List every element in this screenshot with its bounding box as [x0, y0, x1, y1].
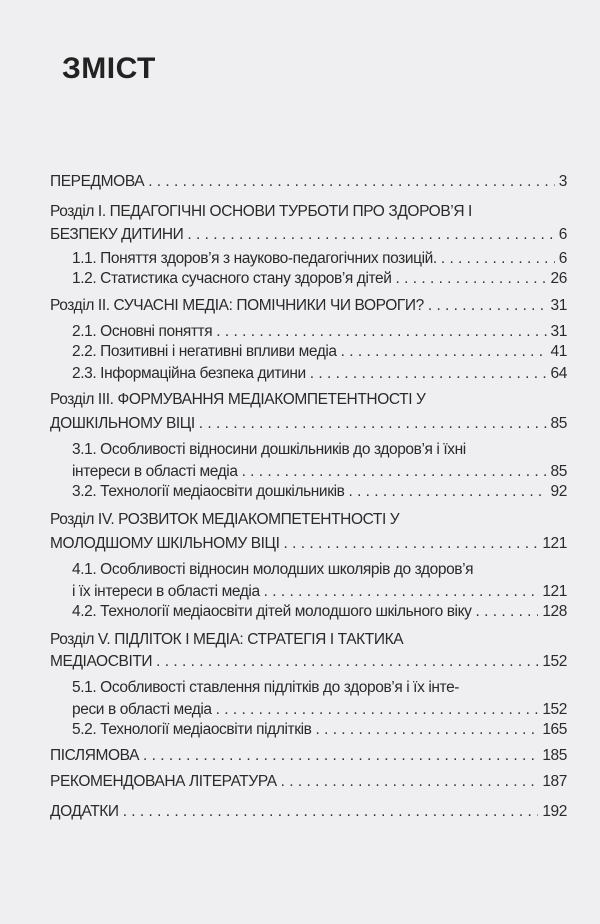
page-number: 187 — [542, 773, 567, 790]
toc-section-entry — [72, 322, 567, 342]
page-number: 121 — [542, 583, 567, 600]
dot-leader — [143, 746, 538, 766]
toc-section-entry — [72, 364, 567, 384]
toc-entry-title: БЕЗПЕКУ ДИТИНИ — [50, 226, 184, 243]
page-number: 3 — [558, 173, 567, 190]
toc-entry-text: Розділ І. ПЕДАГОГІЧНІ ОСНОВИ ТУРБОТИ ПРО ЗДОРОВ’Я І — [50, 203, 472, 220]
toc-chapter-entry — [50, 296, 567, 316]
toc-chapter-entry — [50, 172, 567, 192]
toc-entry-title: МЕДІАОСВІТИ — [50, 653, 153, 670]
toc-entry-title: 2.1. Основні поняття — [72, 323, 213, 340]
toc-chapter-entry — [50, 746, 567, 766]
page-number: 41 — [550, 343, 567, 360]
toc-section-entry — [72, 602, 567, 622]
toc-entry-text: Розділ IV. РОЗВИТОК МЕДІАКОМПЕТЕНТНОСТІ У — [50, 511, 400, 528]
dot-leader — [187, 225, 554, 245]
page-number: 64 — [550, 365, 567, 382]
toc-entry-title: ПІСЛЯМОВА — [50, 747, 140, 764]
page-title: ЗМІСТ — [62, 52, 156, 85]
page-number: 6 — [558, 226, 567, 243]
toc-chapter-entry — [50, 652, 567, 672]
toc-chapter-entry — [50, 414, 567, 434]
toc-entry-text: Розділ V. ПІДЛІТОК І МЕДІА: СТРАТЕГІЯ І ТАКТИКА — [50, 631, 404, 648]
page-number: 192 — [542, 803, 567, 820]
toc-entry-title: 4.2. Технології медіаосвіти дітей молодшого шкільного віку — [72, 603, 472, 620]
toc-section-entry — [72, 462, 567, 482]
page-number: 26 — [550, 270, 567, 287]
dot-leader — [348, 482, 546, 502]
toc-section-entry — [72, 269, 567, 289]
dot-leader — [148, 172, 555, 192]
toc-section-entry — [72, 482, 567, 502]
toc-chapter-entry — [50, 772, 567, 792]
page-number: 152 — [542, 653, 567, 670]
toc-section-entry — [72, 720, 567, 740]
toc-chapter-entry — [50, 225, 567, 245]
toc-section-entry — [72, 342, 567, 362]
toc-entry-title: ПЕРЕДМОВА — [50, 173, 145, 190]
dot-leader — [216, 700, 539, 720]
toc-entry-title: РЕКОМЕНДОВАНА ЛІТЕРАТУРА — [50, 773, 277, 790]
toc-entry-title: реси в області медіа — [72, 701, 212, 718]
page-number: 6 — [558, 250, 567, 267]
toc-entry-title: 5.2. Технології медіаосвіти підлітків — [72, 721, 312, 738]
toc-entry-text: 3.1. Особливості відносини дошкільників до здоров’я і їхні — [72, 441, 466, 458]
page-number: 85 — [550, 463, 567, 480]
dot-leader — [476, 602, 539, 622]
dot-leader — [281, 772, 539, 792]
toc-entry-text: 5.1. Особливості ставлення підлітків до здоров’я і їх інте- — [72, 679, 460, 696]
dot-leader — [284, 534, 539, 554]
toc-entry-text: 4.1. Особливості відносин молодших школярів до здоров’я — [72, 561, 474, 578]
page-number: 31 — [550, 297, 567, 314]
page-number: 31 — [550, 323, 567, 340]
toc-entry-title: і їх інтереси в області медіа — [72, 583, 260, 600]
page-number: 185 — [542, 747, 567, 764]
toc-section-entry — [72, 582, 567, 602]
toc-entry-title: ДОШКІЛЬНОМУ ВІЦІ — [50, 415, 195, 432]
dot-leader — [264, 582, 539, 602]
page-number: 165 — [542, 721, 567, 738]
dot-leader — [310, 364, 547, 384]
toc-chapter-entry — [50, 802, 567, 822]
dot-leader — [341, 342, 547, 362]
toc-section-entry — [72, 249, 567, 269]
dot-leader — [216, 322, 546, 342]
toc-chapter-entry — [50, 534, 567, 554]
toc-section-entry — [72, 700, 567, 720]
dot-leader — [156, 652, 538, 672]
toc-entry-title: 1.1. Поняття здоров’я з науково-педагогічних позицій. — [72, 250, 437, 267]
toc-entry-title: 3.2. Технології медіаосвіти дошкільників — [72, 483, 345, 500]
dot-leader — [396, 269, 547, 289]
page-number: 85 — [550, 415, 567, 432]
dot-leader — [199, 414, 547, 434]
toc-entry-title: МОЛОДШОМУ ШКІЛЬНОМУ ВІЦІ — [50, 535, 280, 552]
page-number: 121 — [542, 535, 567, 552]
dot-leader — [123, 802, 539, 822]
toc-entry-title: 2.3. Інформаційна безпека дитини — [72, 365, 306, 382]
toc-entry-title: 1.2. Статистика сучасного стану здоров’я дітей — [72, 270, 392, 287]
toc-entry-title: 2.2. Позитивні і негативні впливи медіа — [72, 343, 337, 360]
toc-entry-title: інтереси в області медіа — [72, 463, 238, 480]
toc-entry-title: ДОДАТКИ — [50, 803, 119, 820]
page-number: 152 — [542, 701, 567, 718]
page-number: 92 — [550, 483, 567, 500]
dot-leader — [441, 249, 555, 269]
dot-leader — [315, 720, 538, 740]
dot-leader — [242, 462, 547, 482]
dot-leader — [428, 296, 547, 316]
toc-entry-text: Розділ ІІІ. ФОРМУВАННЯ МЕДІАКОМПЕТЕНТНОСТІ У — [50, 391, 426, 408]
page-number: 128 — [542, 603, 567, 620]
toc-entry-title: Розділ ІІ. СУЧАСНІ МЕДІА: ПОМІЧНИКИ ЧИ ВОРОГИ? — [50, 297, 424, 314]
